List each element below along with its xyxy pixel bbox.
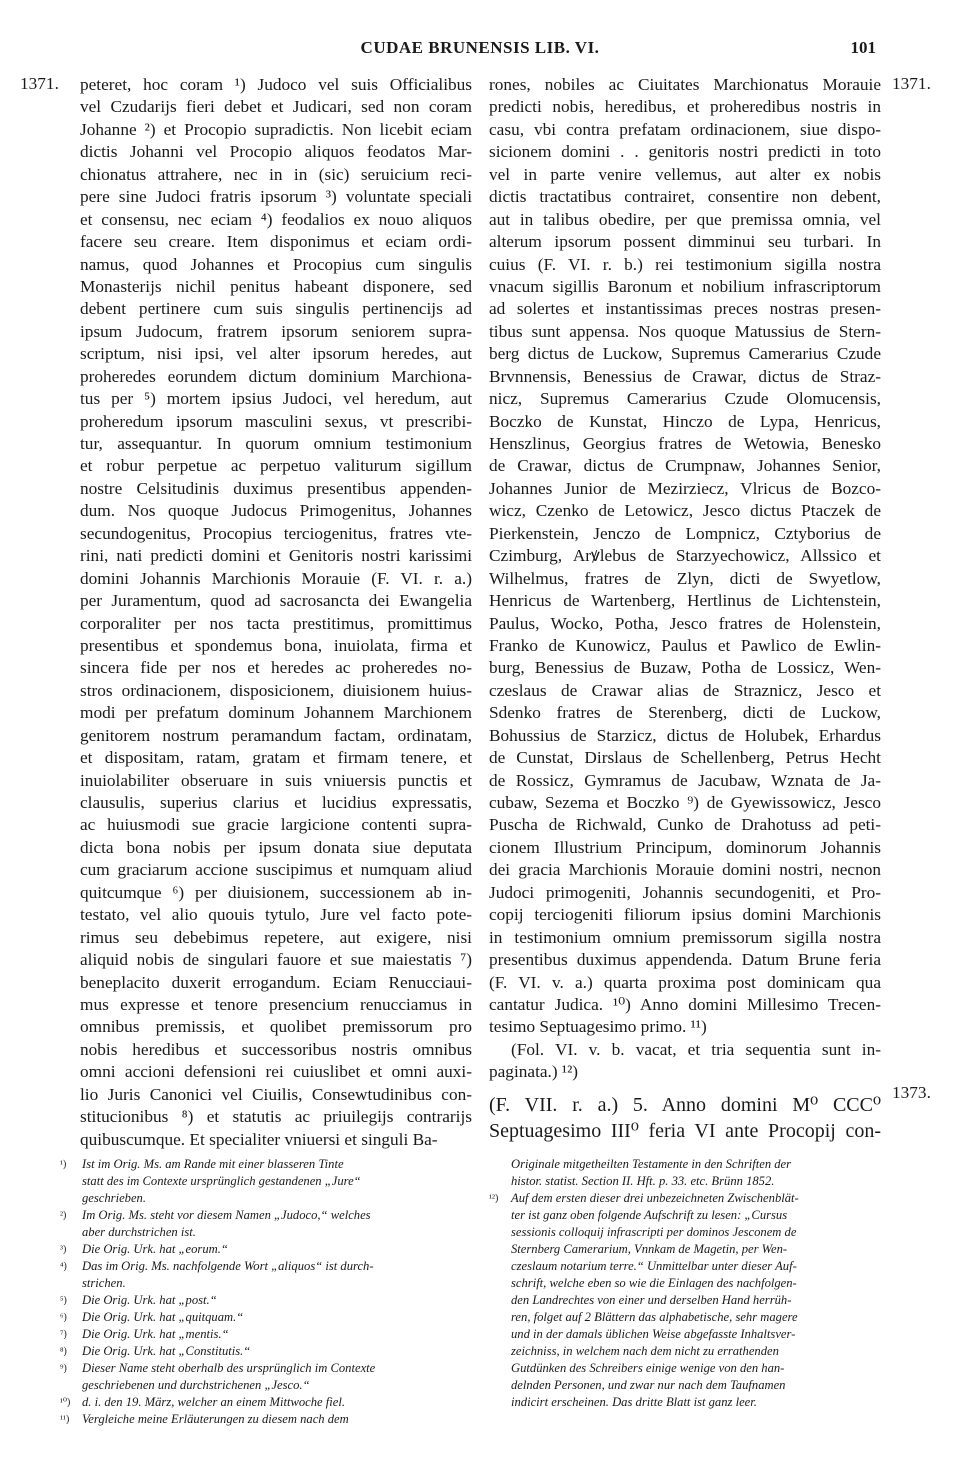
footnote-line: sessionis colloquij infrascripti per dominos Jesconem de <box>511 1225 797 1239</box>
heading-line: (F. VII. r. a.) 5. Anno domini M⁰ CCC⁰ <box>489 1093 881 1116</box>
text-line: Johannes Junior de Mezirziecz, Vlricus de Bozco- <box>489 478 881 498</box>
text-line: Wilhelmus, fratres de Zlyn, dicti de Swyetlow, <box>489 568 881 588</box>
text-line: rini, nati predicti domini et Genitoris nostri karissimi <box>80 546 472 566</box>
margin-year-right: 1371. <box>892 74 931 93</box>
text-line: Henricus de Wartenberg, Hertlinus de Lichtenstein, <box>489 591 881 611</box>
footnote-line: zeichniss, in welchem nach dem nicht zu errathenden <box>511 1344 779 1358</box>
text-line: corporaliter per nos tacta prestitimus, promittimus <box>80 613 472 633</box>
text-line: Johanne ²) et Procopio supradictis. Non licebit eciam <box>80 119 472 139</box>
text-line: inuiolabiliter obseruare in suis vniuersis punctis et <box>80 770 472 790</box>
footnote-text <box>82 1360 472 1394</box>
footnote-line: Ist im Orig. Ms. am Rande mit einer blasseren Tinte <box>82 1157 344 1171</box>
footnote-line: strichen. <box>82 1276 126 1290</box>
text-line: wicz, Czenko de Letowicz, Jesco dictus Ptaczek de <box>489 501 881 521</box>
heading-line: Septuagesimo III⁰ feria VI ante Procopij con- <box>489 1119 881 1142</box>
text-line: vel Czudarijs fieri debet et Judicari, sed non coram <box>80 97 472 117</box>
text-line: namus, quod Johannes et Procopius cum singulis <box>80 254 472 274</box>
text-line: beneplacito duxerit errogandum. Eciam Renucciaui- <box>80 972 472 992</box>
page-number: 101 <box>850 38 876 57</box>
footnote <box>60 1292 472 1309</box>
text-line: lio Juris Canonici vel Ciuilis, Consewtudinibus con- <box>80 1084 472 1104</box>
footnote-text <box>82 1156 472 1207</box>
document-heading <box>489 1092 881 1144</box>
footnotes-left <box>60 1156 472 1428</box>
text-line: genitorem nostrum peramandum factam, ordinatam, <box>80 725 472 745</box>
footnote-number: ⁸) <box>60 1346 67 1357</box>
footnote-number: ²) <box>60 1210 67 1221</box>
text-line: chionatus attrahere, nec in in (sic) seruicium reci- <box>80 164 472 184</box>
margin-year-left: 1371. <box>20 74 59 93</box>
footnote-text <box>82 1394 472 1411</box>
text-line: proheredum ipsorum masculini sexus, vt prescribi- <box>80 411 472 431</box>
text-line: modi per prefatum dominum Johannem Marchionem <box>80 703 472 723</box>
text-line: et dispositam, ratam, gratam et firmam tenere, et <box>80 748 472 768</box>
footnote-line: Auf dem ersten dieser drei unbezeichneten Zwischenblät- <box>511 1191 799 1205</box>
footnote-line: indicirt erscheinen. Das dritte Blatt ist ganz leer. <box>511 1395 757 1409</box>
text-line: ipsum Judocum, fratrem ipsorum seniorem supra- <box>80 321 472 341</box>
footnote-number: ⁴) <box>60 1261 67 1272</box>
text-line: predicti nobis, heredibus, et proheredibus nostris in <box>489 97 881 117</box>
text-line: omnibus premissis, et quolibet premissorum pro <box>80 1017 472 1037</box>
text-line: clausulis, superius clarius et lucidius expressatis, <box>80 793 472 812</box>
footnote-text <box>82 1326 472 1343</box>
text-line: testato, vel alio quouis tytulo, Jure vel facto pote- <box>80 905 472 925</box>
footnote <box>60 1360 472 1394</box>
footnote <box>60 1156 472 1207</box>
footnote-line: geschrieben. <box>82 1191 146 1205</box>
text-line: de Cunstat, Dirslaus de Schellenberg, Petrus Hecht <box>489 748 881 768</box>
footnote <box>60 1207 472 1241</box>
text-line: stitucionibus ⁸) et statutis ac priuilegijs contrarijs <box>80 1107 472 1127</box>
footnote <box>60 1309 472 1326</box>
text-line: rones, nobiles ac Ciuitates Marchionatus Morauie <box>489 75 881 94</box>
footnote-number: ⁷) <box>60 1329 67 1340</box>
text-line: proheredes eorundem dictum dominium Marchiona- <box>80 366 472 386</box>
footnote-line: czeslaum notarium terre.“ Unmittelbar unter dieser Auf- <box>511 1259 797 1273</box>
footnote <box>60 1411 472 1428</box>
text-line: quitcumque ⁶) per diuisionem, successionem ab in- <box>80 882 472 902</box>
footnote-line: Die Orig. Urk. hat „mentis.“ <box>82 1327 229 1341</box>
footnote-text <box>511 1190 881 1411</box>
text-line: facere seu creare. Item disponimus et eciam ordi- <box>80 232 472 252</box>
folio-note <box>489 1039 881 1084</box>
text-line: scriptum, nisi ipsi, vel alter ipsorum heredes, aut <box>80 344 472 364</box>
footnote-line: delnden Personen, und zwar nur nach dem Taufnamen <box>511 1378 786 1392</box>
footnote-number: ³) <box>60 1244 67 1255</box>
footnote-line: ren, folget auf 2 Blättern das alphabetische, sehr magere <box>511 1310 798 1324</box>
left-text-column <box>80 74 472 1151</box>
text-line: de Rossicz, Gymramus de Jacubaw, Wznata de Ja- <box>489 770 881 790</box>
text-line: dicta bona nobis per ipsum donata siue deputata <box>80 837 472 857</box>
footnote-text <box>82 1411 472 1428</box>
footnote-text <box>82 1343 472 1360</box>
text-line: domini Johannis Marchionis Morauie (F. VI. r. a.) <box>80 568 472 588</box>
text-line: berg dictus de Luckow, Supremus Camerarius Czude <box>489 344 881 364</box>
text-line: vel in parte venire vellemus, aut alter ex nobis <box>489 164 881 184</box>
text-line: ac huiusmodi sue gracie largicione contenti supra- <box>80 815 472 835</box>
text-line: et robur perpetue ac perpetuo valiturum sigillum <box>80 456 472 476</box>
text-line: Czimburg, Arꝟlebus de Starzyechowicz, Allssico et <box>489 546 881 566</box>
text-line: Boczko de Kunstat, Hinczo de Lypa, Henricus, <box>489 411 881 431</box>
footnote-text <box>82 1241 472 1258</box>
folio-note-line: (Fol. VI. v. b. vacat, et tria sequentia sunt in- <box>511 1039 881 1059</box>
text-line: pere sine Judoci fratris ipsorum ³) voluntate speciali <box>80 187 472 207</box>
footnote-line: Im Orig. Ms. steht vor diesem Namen „Judoco,“ welches <box>82 1208 371 1222</box>
footnote <box>60 1258 472 1292</box>
text-line: vnacum sigillis Baronum et nobilium infrascriptorum <box>489 276 881 296</box>
text-line: peteret, hoc coram ¹) Judoco vel suis Officialibus <box>80 75 472 94</box>
footnotes-right <box>489 1156 881 1411</box>
page-header <box>0 38 960 62</box>
text-line: burg, Benessius de Buzaw, Potha de Lossicz, Wen- <box>489 658 881 678</box>
right-main-text <box>489 74 881 1039</box>
text-line: czeslaus de Crawar alias de Straznicz, Jesco et <box>489 680 881 700</box>
footnote-number: ¹⁰) <box>60 1397 71 1408</box>
footnote-line: Die Orig. Urk. hat „post.“ <box>82 1293 217 1307</box>
text-line: sicionem domini . . genitoris nostri predicti in toto <box>489 142 881 162</box>
footnote-line: Originale mitgetheilten Testamente in den Schriften der <box>511 1157 792 1171</box>
text-line: dei gracia Marchionis Morauie domini nostri, necnon <box>489 860 881 880</box>
text-line: tesimo Septuagesimo primo. ¹¹) <box>489 1017 707 1037</box>
text-line: (F. VI. v. a.) quarta proxima post dominicam qua <box>489 972 881 992</box>
text-line: Franko de Kunowicz, Paulus et Pawlico de Ewlin- <box>489 635 881 655</box>
text-line: Judoci primogeniti, Johannis secundogeniti, et Pro- <box>489 882 881 902</box>
margin-year-right-lower: 1373. <box>892 1083 931 1102</box>
text-line: ad solertes et instantissimas preces nostras presen- <box>489 299 881 319</box>
text-line: alterum ipsorum possent dimminui seu turbari. In <box>489 232 881 252</box>
footnote-line: Die Orig. Urk. hat „eorum.“ <box>82 1242 228 1256</box>
footnote-line: statt des im Contexte ursprünglich gestandenen „Jure“ <box>82 1174 361 1188</box>
text-line: cantatur Judica. ¹⁰) Anno domini Millesimo Trecen- <box>489 994 881 1014</box>
text-line: in testimonium omnium premissorum sigilla nostra <box>489 927 881 947</box>
footnote-line: Das im Orig. Ms. nachfolgende Wort „aliquos“ ist durch- <box>82 1259 374 1273</box>
text-line: Sdenko fratres de Sterenberg, dicti de Luckow, <box>489 703 881 723</box>
text-line: cubaw, Sezema et Boczko ⁹) de Gyewissowicz, Jesco <box>489 793 881 812</box>
footnote-number: ⁹) <box>60 1363 67 1374</box>
footnote-12 <box>489 1190 881 1411</box>
footnote-line: ter ist ganz oben folgende Aufschrift zu lesen: „Cursus <box>511 1208 788 1222</box>
text-line: rimus seu debebimus repetere, aut exigere, nisi <box>80 927 472 947</box>
text-line: quibuscumque. Et specialiter vniuersi et singuli Ba- <box>80 1129 438 1149</box>
text-line: Paulus, Wocko, Potha, Jesco fratres de Holenstein, <box>489 613 881 633</box>
text-line: aut in talibus obedire, per que premissa omnia, vel <box>489 209 881 229</box>
text-line: Pierkenstein, Jenczo de Lompnicz, Cztyborius de <box>489 523 881 543</box>
footnote-number: ¹) <box>60 1159 67 1170</box>
footnote-11-continuation <box>489 1156 881 1190</box>
text-line: dum. Nos quoque Judocus Primogenitus, Johannes <box>80 501 472 521</box>
text-line: Brvnnensis, Benessius de Crawar, dictus de Straz- <box>489 366 881 386</box>
footnote <box>60 1241 472 1258</box>
text-line: nobis heredibus et successoribus nostris omnibus <box>80 1039 472 1059</box>
text-line: debent pertinere cum suis singulis pertinencijs ad <box>80 299 472 319</box>
text-line: Bohussius de Starzicz, dictus de Holubek, Erhardus <box>489 725 881 745</box>
footnote-line: aber durchstrichen ist. <box>82 1225 196 1239</box>
footnote <box>60 1326 472 1343</box>
footnote-line: Vergleiche meine Erläuterungen zu diesem nach dem <box>82 1412 349 1426</box>
text-line: nicz, Supremus Camerarius Czude Olomucensis, <box>489 389 881 409</box>
footnote-text <box>82 1309 472 1326</box>
footnote-text <box>82 1207 472 1241</box>
text-line: et consensu, nec eciam ⁴) feodalios ex nouo aliquos <box>80 209 472 229</box>
text-line: casu, vbi contra prefatam ordinacionem, siue dispo- <box>489 119 881 139</box>
text-line: stros ordinacionem, disposicionem, diuisionem huius- <box>80 680 472 700</box>
footnote <box>60 1343 472 1360</box>
text-line: dictis tractatibus contrairet, consentire non debent, <box>489 187 881 207</box>
footnote-number: ⁶) <box>60 1312 67 1323</box>
text-line: aliquid nobis de singulari fauore et sue maiestatis ⁷) <box>80 950 472 970</box>
footnote-line: d. i. den 19. März, welcher an einem Mittwoche fiel. <box>82 1395 346 1409</box>
footnote-line: histor. statist. Section II. Hft. p. 33. etc. Brünn 1852. <box>511 1174 775 1188</box>
footnote-number: ⁵) <box>60 1295 67 1306</box>
footnote-line: Dieser Name steht oberhalb des ursprünglich im Contexte <box>82 1361 376 1375</box>
text-line: mus expresse et tenore presencium renucciamus in <box>80 994 472 1014</box>
footnote-line: geschriebenen und durchstrichenen „Jesco.“ <box>82 1378 310 1392</box>
text-line: secundogenitus, Procopius terciogenitus, fratres vte- <box>80 523 472 543</box>
text-line: dictis Johanni vel Procopio aliquos feodatos Mar- <box>80 142 472 162</box>
text-line: tur, assequantur. In quorum omnium testimonium <box>80 434 472 453</box>
footnote <box>60 1394 472 1411</box>
text-line: tus per ⁵) mortem ipsius Judoci, vel heredum, aut <box>80 389 472 409</box>
footnote-line: Sternberg Camerarium, Vnnkam de Magetin, per Wen- <box>511 1242 788 1256</box>
footnote-number: ¹¹) <box>60 1414 70 1425</box>
text-line: sincera fide per nos et heredes ac proheredes no- <box>80 658 472 678</box>
footnote-line: und in der damals üblichen Weise abgefasste Inhaltsver- <box>511 1327 796 1341</box>
footnote-line: Die Orig. Urk. hat „Constitutis.“ <box>82 1344 251 1358</box>
footnote-text <box>82 1292 472 1309</box>
text-line: presentibus et spondemus bona, inuiolata, firma et <box>80 635 472 655</box>
text-line: copij terciogeniti filiorum ipsius domini Marchionis <box>489 905 881 925</box>
footnote-text <box>82 1258 472 1292</box>
text-line: per Juramentum, quod ad sacrosancta dei Ewangelia <box>80 591 472 611</box>
footnote-line: Gutdünken des Schreibers einige wenige von den han- <box>511 1361 785 1375</box>
text-line: tibus sunt appensa. Nos quoque Matussius de Stern- <box>489 321 881 341</box>
text-line: de Crawar, dictus de Crumpnaw, Johannes Senior, <box>489 456 881 476</box>
footnote-line: den Landrechtes von einer und derselben Hand herrüh- <box>511 1293 792 1307</box>
text-line: cum graciarum accione suscipimus et numquam aliud <box>80 860 472 880</box>
text-line: nostre Celsitudinis duximus presentibus appenden- <box>80 478 472 498</box>
text-line: Henszlinus, Georgius fratres de Wetowia, Benesko <box>489 434 881 453</box>
text-line: cionem Illustrium Principum, dominorum Johannis <box>489 837 881 857</box>
folio-note-line: paginata.) ¹²) <box>489 1062 579 1082</box>
footnote-number: ¹²) <box>489 1193 499 1204</box>
text-line: presentibus duximus appendenda. Datum Brune feria <box>489 950 881 970</box>
text-line: cuius (F. VI. r. b.) rei testimonium sigilla nostra <box>489 254 881 274</box>
footnote-line: schrift, welche eben so wie die Einlagen des nachfolgen- <box>511 1276 797 1290</box>
text-line: Puscha de Richwald, Cunko de Drahotuss ad peti- <box>489 815 881 835</box>
text-line: Monasterijs nichil penitus habeant disponere, sed <box>80 276 472 296</box>
right-text-column <box>489 74 881 1144</box>
running-title: CUDAE BRUNENSIS LIB. VI. <box>360 38 600 57</box>
text-line: omni accioni defensioni rei cuiuslibet et omni auxi- <box>80 1062 472 1082</box>
footnote-line: Die Orig. Urk. hat „quitquam.“ <box>82 1310 244 1324</box>
